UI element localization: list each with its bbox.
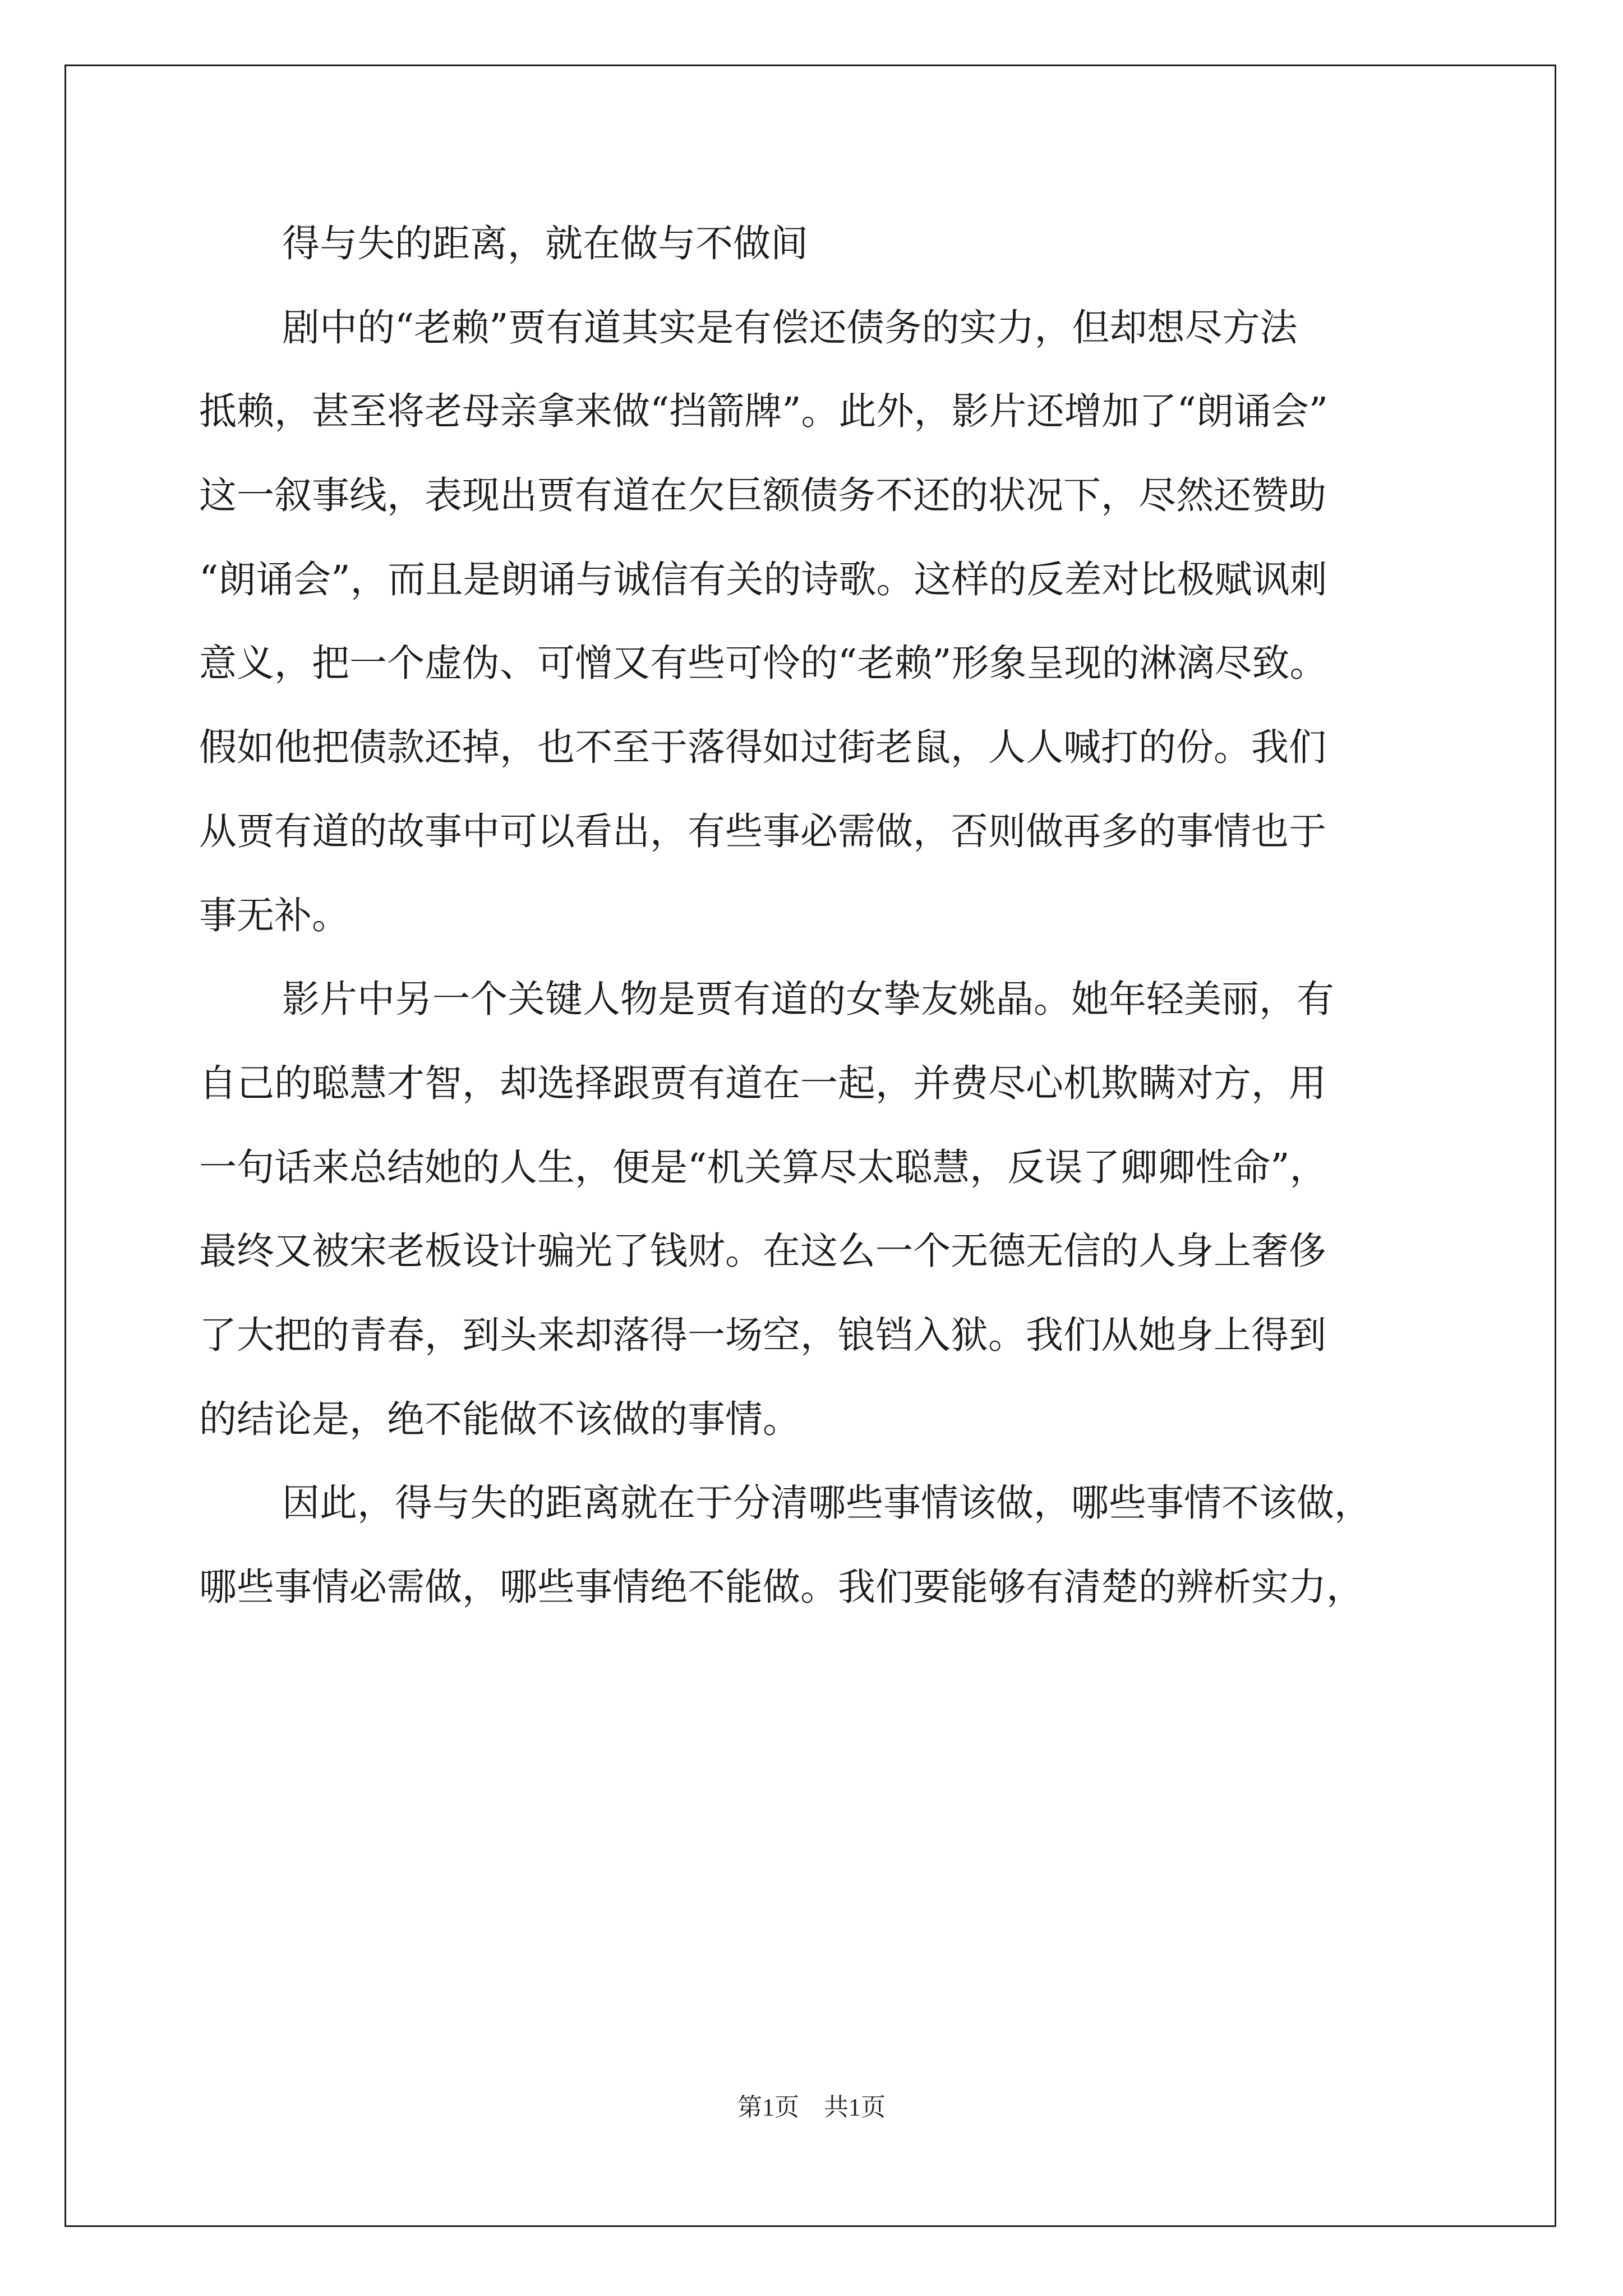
document-body [199, 202, 1433, 1630]
page-number-footer: 第1页 共1页 [737, 2093, 886, 2121]
paragraph-line: 剧中的“老赖”贾有道其实是有偿还债务的实力，但却想尽方法 [282, 305, 1298, 349]
paragraph-line: 事无补。 [199, 893, 349, 937]
paragraph-line: 假如他把债款还掉，也不至于落得如过街老鼠，人人喊打的份。我们 [199, 725, 1326, 770]
paragraph-line: 的结论是，绝不能做不该做的事情。 [199, 1397, 800, 1441]
paragraph-line: 了大把的青春，到头来却落得一场空，锒铛入狱。我们从她身上得到 [199, 1313, 1326, 1357]
paragraph-line: 哪些事情必需做，哪些事情绝不能做。我们要能够有清楚的辨析实力， [199, 1565, 1364, 1609]
paragraph-line: 得与失的距离，就在做与不做间 [282, 222, 808, 265]
paragraph-line: 从贾有道的故事中可以看出，有些事必需做，否则做再多的事情也于 [199, 809, 1326, 853]
paragraph-line: 一句话来总结她的人生，便是“机关算尽太聪慧，反误了卿卿性命”， [199, 1145, 1327, 1189]
paragraph-line: 意义，把一个虚伪、可憎又有些可怜的“老赖”形象呈现的淋漓尽致。 [199, 641, 1327, 685]
paragraph-line: 抵赖，甚至将老母亲拿来做“挡箭牌”。此外，影片还增加了“朗诵会” [199, 389, 1329, 434]
paragraph-line: 自己的聪慧才智，却选择跟贾有道在一起，并费尽心机欺瞒对方，用 [199, 1061, 1326, 1105]
paragraph-line: 这一叙事线，表现出贾有道在欠巨额债务不还的状况下，尽然还赞助 [199, 473, 1326, 518]
paragraph-line: 最终又被宋老板设计骗光了钱财。在这么一个无德无信的人身上奢侈 [199, 1229, 1326, 1273]
paragraph-line: “朗诵会”，而且是朗诵与诚信有关的诗歌。这样的反差对比极赋讽刺 [199, 557, 1327, 601]
paragraph-line: 影片中另一个关键人物是贾有道的女挚友姚晶。她年轻美丽，有 [282, 977, 1334, 1022]
paragraph-line: 因此，得与失的距离就在于分清哪些事情该做，哪些事情不该做， [282, 1481, 1372, 1525]
